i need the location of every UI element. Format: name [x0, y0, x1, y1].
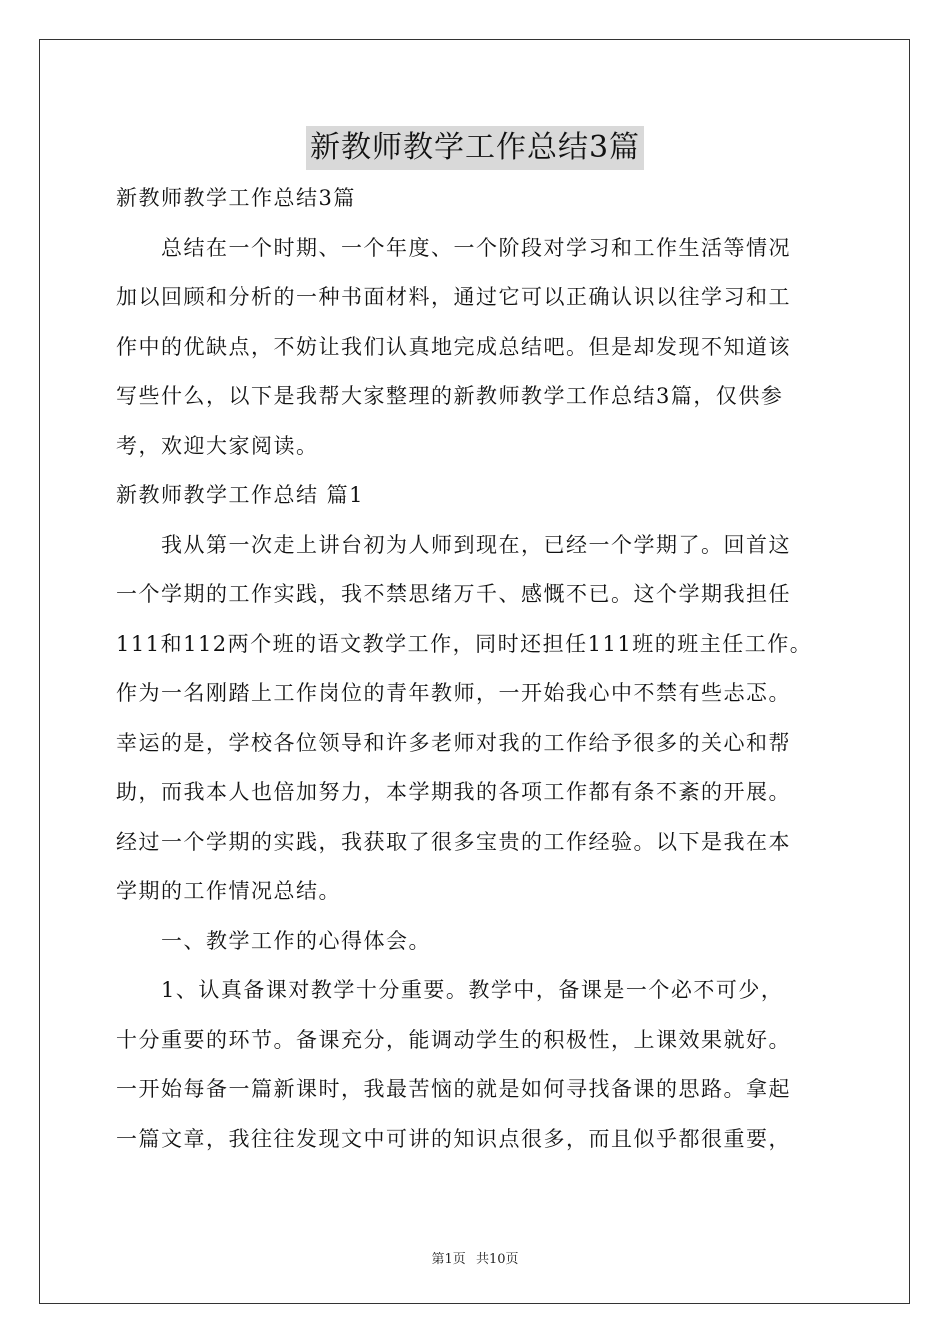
paragraph-line: 一开始每备一篇新课时，我最苦恼的就是如何寻找备课的思路。拿起 — [116, 1077, 791, 1101]
page-footer — [0, 1248, 950, 1267]
paragraph-line: 总结在一个时期、一个年度、一个阶段对学习和工作生活等情况 — [116, 235, 791, 260]
subtitle-line: 新教师教学工作总结3篇 — [116, 186, 356, 210]
paragraph-line: 一个学期的工作实践，我不禁思绪万千、感慨不已。这个学期我担任 — [116, 582, 791, 606]
paragraph-line: 作中的优缺点，不妨让我们认真地完成总结吧。但是却发现不知道该 — [116, 334, 791, 359]
paragraph-line: 111和112两个班的语文教学工作，同时还担任111班的班主任工作。 — [116, 631, 813, 656]
paragraph-line: 加以回顾和分析的一种书面材料，通过它可以正确认识以往学习和工 — [116, 285, 791, 309]
paragraph-line: 十分重要的环节。备课充分，能调动学生的积极性，上课效果就好。 — [116, 1027, 791, 1052]
paragraph-line: 一篇文章，我往往发现文中可讲的知识点很多，而且似乎都很重要， — [116, 1126, 791, 1151]
subheading-line: 一、教学工作的心得体会。 — [116, 928, 431, 953]
document-title: 新教师教学工作总结3篇 — [306, 126, 644, 170]
paragraph-line: 幸运的是，学校各位领导和许多老师对我的工作给予很多的关心和帮 — [116, 730, 791, 755]
title-container — [0, 126, 950, 170]
page-total: 共10页 — [475, 1252, 519, 1267]
paragraph-line: 我从第一次走上讲台初为人师到现在，已经一个学期了。回首这 — [116, 532, 791, 557]
paragraph-line: 学期的工作情况总结。 — [116, 879, 341, 903]
paragraph-line: 经过一个学期的实践，我获取了很多宝贵的工作经验。以下是我在本 — [116, 829, 791, 854]
paragraph-line: 作为一名刚踏上工作岗位的青年教师，一开始我心中不禁有些忐忑。 — [116, 681, 791, 705]
section-heading: 新教师教学工作总结 篇1 — [116, 483, 365, 507]
paragraph-line: 1、认真备课对教学十分重要。教学中，备课是一个必不可少， — [116, 978, 784, 1002]
page-number: 第1页 — [431, 1252, 466, 1267]
paragraph-line: 考，欢迎大家阅读。 — [116, 433, 319, 458]
document-body — [116, 174, 836, 1164]
paragraph-line: 助，而我本人也倍加努力，本学期我的各项工作都有条不紊的开展。 — [116, 780, 791, 804]
paragraph-line: 写些什么，以下是我帮大家整理的新教师教学工作总结3篇，仅供参 — [116, 384, 784, 408]
